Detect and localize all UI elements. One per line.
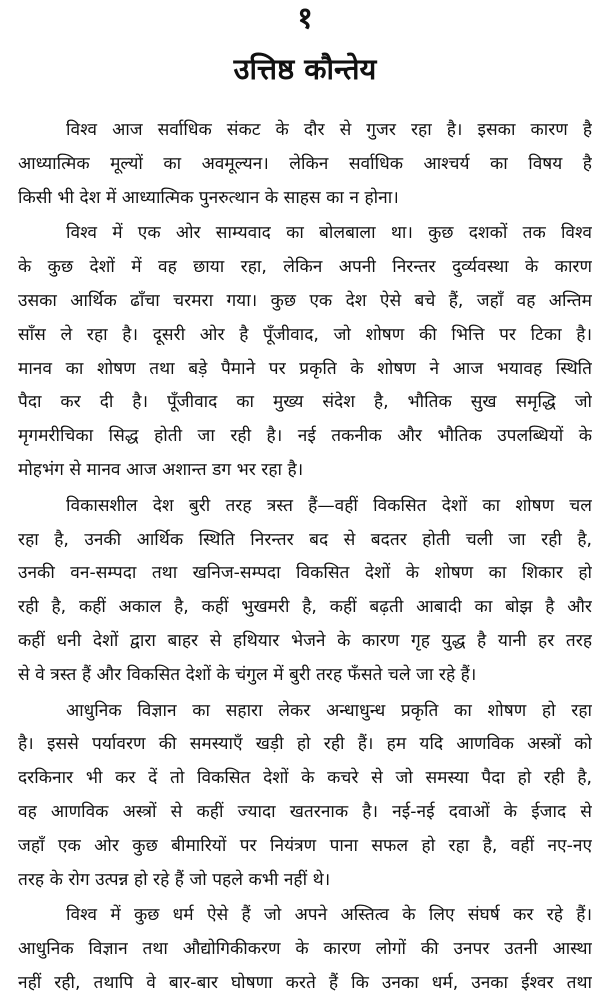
text-line: मृगमरीचिका सिद्ध होती जा रही है। नई तकनीक और भौतिक उपलब्धियों के — [18, 426, 592, 447]
text-line: उसका आर्थिक ढाँचा चरमरा गया। कुछ एक देश ऐसे बचे हैं, जहाँ वह अन्तिम — [18, 290, 592, 311]
text-line: रही है, कहीं अकाल है, कहीं भुखमरी है, कहीं बढ़ती आबादी का बोझ है और — [18, 597, 592, 618]
text-line: मोहभंग से मानव आज अशान्त डग भर रहा है। — [18, 459, 304, 480]
chapter-number: १ — [297, 1, 313, 36]
text-line: रहा है, उनकी आर्थिक स्थिति निरन्तर बद से बदतर होती चली जा रही है, — [18, 529, 592, 550]
text-line: विश्व में एक ओर साम्यवाद का बोलबाला था। कुछ दशकों तक विश्व — [66, 223, 592, 244]
text-line: दरकिनार भी कर दें तो विकसित देशों के कचरे से जो समस्या पैदा हो रही है, — [18, 768, 592, 789]
text-line: किसी भी देश में आध्यात्मिक पुनरुत्थान के साहस का न होना। — [18, 187, 399, 208]
paragraph-3 — [18, 490, 592, 693]
text-line: वह आणविक अस्त्रों से कहीं ज्यादा खतरनाक है। नई-नई दवाओं के ईजाद से — [18, 801, 592, 822]
text-line: विश्व आज सर्वाधिक संकट के दौर से गुजर रहा है। इसका कारण है — [66, 120, 592, 140]
text-line: आधुनिक विज्ञान तथा औद्योगिकीकरण के कारण लोगों की उनपर उतनी आस्था — [18, 939, 592, 960]
paragraph-1 — [18, 114, 592, 215]
text-line: पैदा कर दी है। पूँजीवाद का मुख्य संदेश है, भौतिक सुख समृद्धि जो — [18, 392, 592, 413]
text-line: विकासशील देश बुरी तरह त्रस्त हैं—वहीं विकसित देशों का शोषण चल — [66, 495, 592, 516]
text-line: के कुछ देशों में वह छाया रहा, लेकिन अपनी निरन्तर दुर्व्यवस्था के कारण — [18, 257, 592, 278]
text-line: तरह के रोग उत्पन्न हो रहे हैं जो पहले कभी नहीं थे। — [18, 869, 331, 890]
text-line: जहाँ एक ओर कुछ बीमारियों पर नियंत्रण पाना सफल हो रहा है, वहीं नए-नए — [18, 835, 592, 856]
paragraph-4 — [18, 695, 592, 898]
text-line: साँस ले रहा है। दूसरी ओर है पूँजीवाद, जो शोषण की भित्ति पर टिका है। — [18, 324, 592, 345]
paragraph-2 — [18, 217, 592, 487]
text-line: नहीं रही, तथापि वे बार-बार घोषणा करते हैं कि उनका धर्म, उनका ईश्वर तथा — [18, 972, 592, 993]
body-text — [18, 114, 592, 1001]
text-line: से वे त्रस्त हैं और विकसित देशों के चंगुल में बुरी तरह फँसते चले जा रहे हैं। — [18, 664, 477, 685]
text-line: कहीं धनी देशों द्वारा बाहर से हथियार भेजने के कारण गृह युद्ध है यानी हर तरह — [18, 630, 592, 651]
paragraph-5 — [18, 899, 592, 1000]
text-line: उनकी वन-सम्पदा तथा खनिज-सम्पदा विकसित देशों के शोषण का शिकार हो — [18, 563, 592, 584]
text-line: आधुनिक विज्ञान का सहारा लेकर अन्धाधुन्ध प्रकृति का शोषण हो रहा — [66, 700, 592, 721]
text-line: आध्यात्मिक मूल्यों का अवमूल्यन। लेकिन सर्वाधिक आश्चर्य का विषय है — [18, 153, 592, 174]
text-line: है। इससे पर्यावरण की समस्याएँ खड़ी हो रही हैं। हम यदि आणविक अस्त्रों को — [18, 734, 592, 755]
text-line: विश्व में कुछ धर्म ऐसे हैं जो अपने अस्तित्व के लिए संघर्ष कर रहे हैं। — [66, 905, 592, 926]
text-line: मानव का शोषण तथा बड़े पैमाने पर प्रकृति के शोषण ने आज भयावह स्थिति — [18, 358, 592, 379]
chapter-title: उत्तिष्ठ कौन्तेय — [233, 52, 377, 86]
